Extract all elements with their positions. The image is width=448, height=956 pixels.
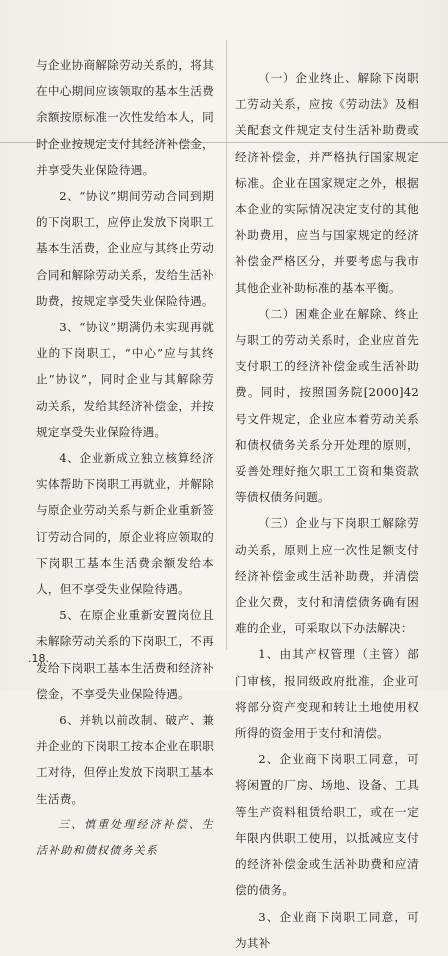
page-number: .18. bbox=[28, 652, 49, 665]
paragraph: 4、企业新成立独立核算经济实体帮助下岗职工再就业，并解除与原企业劳动关系与新企业重新签订劳动合同的，原企业将应领取的下岗职工基本生活费余额发给本人，但不享受失业保险待遇。 bbox=[36, 451, 214, 597]
paragraph: 3、“协议”期满仍未实现再就业的下岗职工，“中心”应与其终止“协议”，同时企业与其解除劳动关系，发给其经济补偿金，并按规定享受失业保险待遇。 bbox=[36, 320, 214, 439]
paragraph: 与企业协商解除劳动关系的，将其在中心期间应该领取的基本生活费余额按原标准一次性发给本人，同时企业按规定支付其经济补偿金，并享受失业保险待遇。 bbox=[36, 58, 214, 177]
left-text-column bbox=[36, 52, 214, 864]
section-heading: 三、慎重处理经济补偿、生活补助和债权债务关系 bbox=[36, 817, 214, 858]
paragraph: 5、在原企业重新安置岗位且未解除劳动关系的下岗职工，不再发给下岗职工基本生活费和经济补偿金，不享受失业保险待遇。 bbox=[36, 608, 214, 701]
paragraph: 3、企业商下岗职工同意，可为其补 bbox=[235, 909, 419, 950]
right-text-column bbox=[235, 65, 419, 956]
paragraph: （一）企业终止、解除下岗职工劳动关系，应按《劳动法》及相关配套文件规定支付生活补助费或经济补偿金，并严格执行国家规定标准。企业在国家规定之外，根据本企业的实际情况决定支付的其他补助费用，应当与国家规定的经济补偿金严格区分，并要考虑与我市其他企业补助标准的基本平衡。 bbox=[235, 71, 419, 295]
column-divider bbox=[226, 40, 227, 650]
paragraph: （二）困难企业在解除、终止与职工的劳动关系时，企业应首先支付职工的经济补偿金或生活补助费。同时，按照国务院[2000]42号文件规定，企业应本着劳动关系和债权债务关系分开处理的原则，妥善处理好拖欠职工工资和集资款等债权债务问题。 bbox=[235, 306, 419, 505]
paragraph: 6、并轨以前改制、破产、兼并企业的下岗职工按本企业在职职工对待，但停止发放下岗职工基本生活费。 bbox=[36, 713, 214, 806]
paragraph: 2、企业商下岗职工同意，可将闲置的厂房、场地、设备、工具等生产资料租赁给职工，或在一定年限内供职工使用，以抵减应支付的经济补偿金或生活补助费和应清偿的债务。 bbox=[235, 752, 419, 898]
paragraph: 2、“协议”期间劳动合同到期的下岗职工，应停止发放下岗职工基本生活费，企业应与其终止劳动合同和解除劳动关系，发给生活补助费，按规定享受失业保险待遇。 bbox=[36, 189, 214, 308]
paragraph: 1、由其产权管理（主管）部门审核，报同级政府批准，企业可将部分资产变现和转让土地使用权所得的资金用于支付和清偿。 bbox=[235, 647, 419, 741]
paragraph: （三）企业与下岗职工解除劳动关系，原则上应一次性足额支付经济补偿金或生活补助费，并清偿企业欠费，支付和清偿债务确有困难的企业，可采取以下办法解决： bbox=[235, 516, 419, 636]
